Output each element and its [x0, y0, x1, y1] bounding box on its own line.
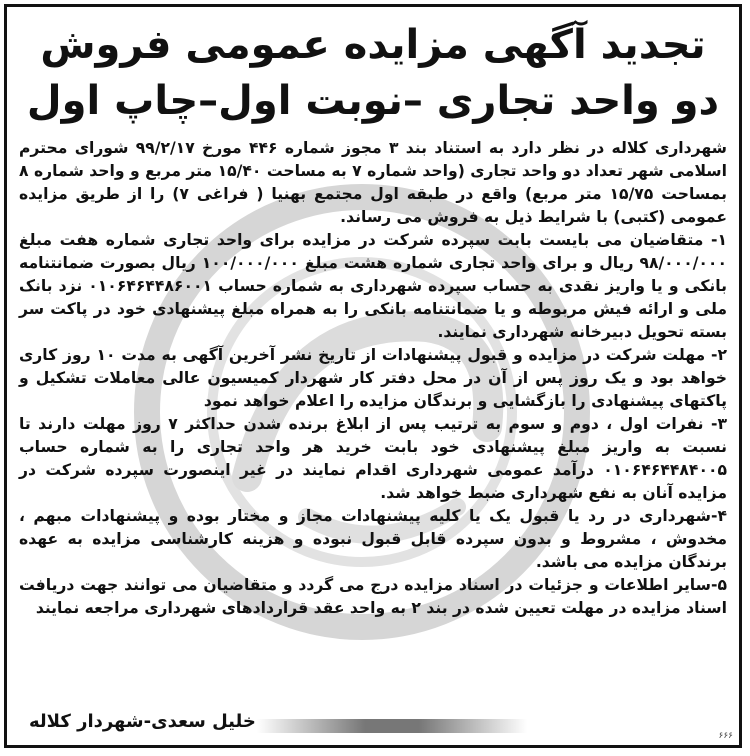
intro-paragraph: شهرداری کلاله در نظر دارد به استناد بند ۳ مجوز شماره ۴۴۶ مورخ ۹۹/۲/۱۷ شورای محترم اسلامی شهر تعداد دو واحد تجاری (واحد شماره ۷ به مساحت ۱۵/۴۰ متر مربع و واحد شماره ۸ بمساحت ۱۵/۷۵ متر مربع) واقع در طبقه اول مجتمع بهنیا ( فراغی ۷) را از طریق مزایده عمومی (کتبی) با شرایط ذیل به فروش می رساند.: [19, 139, 727, 226]
clause-1: ۱- متقاضیان می بایست بابت سپرده شرکت در مزایده برای واحد تجاری شماره هفت مبلغ ۹۸/۰۰۰/۰۰۰ ریال و برای واحد تجاری شماره هشت مبلغ ۱۰۰/۰۰۰/۰۰۰ ریال بصورت ضمانتنامه بانکی و یا واریز نقدی به حساب سپرده شهرداری به شماره حساب ۰۱۰۶۴۶۴۴۸۶۰۰۱ نزد بانک ملی و ارائه فیش مربوطه و یا ضمانتنامه بانکی را به همراه مبلغ پیشنهادی خود در پاکت سر بسته تحویل دبیرخانه شهرداری نمایند.: [19, 231, 727, 341]
footer: [7, 705, 739, 745]
signature: خلیل سعدی-شهردار کلاله: [29, 711, 256, 732]
notice-frame: [4, 4, 742, 748]
clause-4: ۴-شهرداری در رد یا قبول یک یا کلیه پیشنهادات مجاز و مختار بوده و پیشنهادات مبهم ، مخدوش ، مشروط و بدون سپرده قابل قبول نبوده و هزینه کارشناسی مزایده به عهده برندگان مزایده می باشد.: [19, 507, 727, 571]
notice-code: ۶۶۶: [718, 731, 733, 741]
page-title: تجدید آگهی مزایده عمومی فروش: [40, 22, 706, 68]
page-subtitle: دو واحد تجاری –نوبت اول–چاپ اول: [26, 78, 720, 124]
footer-divider: [257, 719, 527, 733]
clause-2: ۲- مهلت شرکت در مزایده و قبول پیشنهادات از تاریخ نشر آخرین آگهی به مدت ۱۰ روز کاری خواهد بود و یک روز پس از آن در محل دفتر کار شهردار کمیسیون عالی معاملات تشکیل و پاکتهای پیشنهادی را بازگشایی و برندگان مزایده را اعلام خواهد نمود: [19, 346, 727, 410]
notice-body: [19, 137, 727, 620]
clause-3: ۳- نفرات اول ، دوم و سوم به ترتیب پس از ابلاغ برنده شدن حداکثر ۷ روز مهلت دارند تا نسبت به واریز مبلغ پیشنهادی خود بابت خرید هر واحد تجاری را به شماره حساب ۰۱۰۶۴۶۴۴۸۴۰۰۵ درآمد عمومی شهرداری اقدام نمایند در غیر اینصورت سپرده شرکت در مزایده آنان به نفع شهرداری ضبط خواهد شد.: [19, 415, 727, 502]
clause-5: ۵-سایر اطلاعات و جزئیات در اسناد مزایده درج می گردد و متقاضیان می توانند جهت دریافت اسناد مزایده در مهلت تعیین شده در بند ۲ به واحد عقد قراردادهای شهرداری مراجعه نمایند: [19, 576, 727, 617]
